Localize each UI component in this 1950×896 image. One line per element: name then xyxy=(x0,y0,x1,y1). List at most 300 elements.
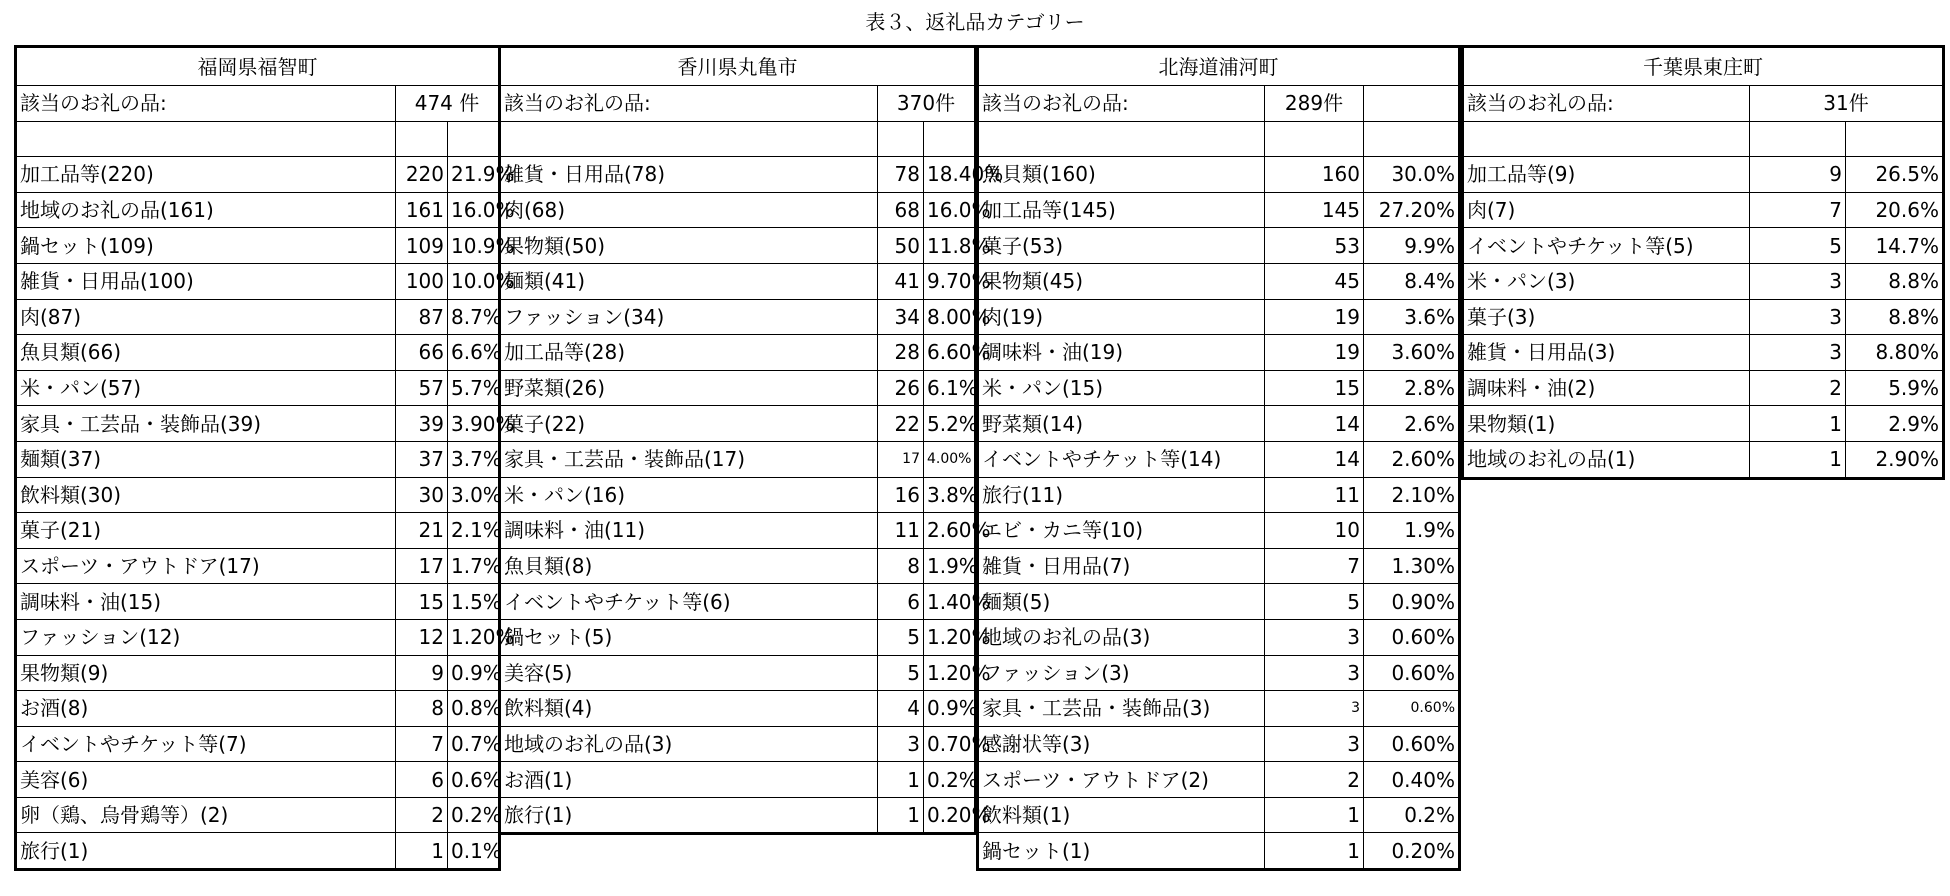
percent-cell: 0.9% xyxy=(924,691,976,727)
category-cell: 加工品等(145) xyxy=(978,192,1265,228)
percent-cell: 9.70% xyxy=(924,263,976,299)
empty-cell xyxy=(1846,121,1944,157)
table-row xyxy=(978,263,1460,299)
table-row xyxy=(978,797,1460,833)
table-row xyxy=(1463,335,1944,371)
percent-cell: 2.90% xyxy=(1846,441,1944,478)
table-row xyxy=(16,762,500,798)
table-row xyxy=(16,513,500,549)
table-row xyxy=(16,655,500,691)
count-cell: 37 xyxy=(396,441,448,477)
category-cell: スポーツ・アウトドア(17) xyxy=(16,548,396,584)
count-cell: 22 xyxy=(878,406,924,442)
percent-cell: 2.1% xyxy=(448,513,500,549)
percent-cell: 1.40% xyxy=(924,584,976,620)
count-cell: 1 xyxy=(396,833,448,870)
percent-cell: 18.40% xyxy=(924,157,976,193)
count-cell: 5 xyxy=(878,655,924,691)
percent-cell: 8.80% xyxy=(1846,335,1944,371)
count-cell: 7 xyxy=(396,726,448,762)
percent-cell: 11.8% xyxy=(924,228,976,264)
count-cell: 2 xyxy=(1265,762,1364,798)
count-cell: 15 xyxy=(1265,370,1364,406)
count-cell: 145 xyxy=(1265,192,1364,228)
percent-cell: 1.7% xyxy=(448,548,500,584)
empty-cell xyxy=(924,121,976,157)
category-cell: 鍋セット(5) xyxy=(500,619,878,655)
percent-cell: 3.8% xyxy=(924,477,976,513)
table-row xyxy=(16,619,500,655)
table-row xyxy=(1463,263,1944,299)
category-cell: スポーツ・アウトドア(2) xyxy=(978,762,1265,798)
category-cell: 美容(5) xyxy=(500,655,878,691)
category-cell: ファッション(12) xyxy=(16,619,396,655)
table-row xyxy=(16,157,500,193)
count-cell: 14 xyxy=(1265,441,1364,477)
category-cell: 菓子(21) xyxy=(16,513,396,549)
category-cell: 果物類(45) xyxy=(978,263,1265,299)
empty-cell xyxy=(448,121,500,157)
category-cell: エビ・カニ等(10) xyxy=(978,513,1265,549)
percent-cell: 14.7% xyxy=(1846,228,1944,264)
category-cell: 野菜類(14) xyxy=(978,406,1265,442)
table-row xyxy=(500,477,976,513)
category-cell: 米・パン(15) xyxy=(978,370,1265,406)
count-cell: 57 xyxy=(396,370,448,406)
count-cell: 14 xyxy=(1265,406,1364,442)
percent-cell: 1.20% xyxy=(448,619,500,655)
table-row xyxy=(1463,157,1944,193)
percent-cell: 27.20% xyxy=(1364,192,1460,228)
count-label: 該当のお礼の品: xyxy=(16,86,396,122)
count-cell: 5 xyxy=(1750,228,1846,264)
table-row xyxy=(16,477,500,513)
count-cell: 11 xyxy=(1265,477,1364,513)
empty-cell xyxy=(1265,121,1364,157)
percent-cell: 1.9% xyxy=(924,548,976,584)
category-cell: 家具・工芸品・装飾品(39) xyxy=(16,406,396,442)
category-cell: 旅行(1) xyxy=(500,797,878,834)
count-cell: 45 xyxy=(1265,263,1364,299)
table-row xyxy=(500,299,976,335)
category-cell: 魚貝類(160) xyxy=(978,157,1265,193)
count-cell: 7 xyxy=(1265,548,1364,584)
percent-cell: 1.30% xyxy=(1364,548,1460,584)
category-cell: 調味料・油(19) xyxy=(978,335,1265,371)
percent-cell: 9.9% xyxy=(1364,228,1460,264)
category-cell: 野菜類(26) xyxy=(500,370,878,406)
count-cell: 30 xyxy=(396,477,448,513)
category-cell: イベントやチケット等(6) xyxy=(500,584,878,620)
percent-cell: 0.20% xyxy=(1364,833,1460,870)
empty-cell xyxy=(16,121,396,157)
count-label: 該当のお礼の品: xyxy=(978,86,1265,122)
percent-cell: 0.60% xyxy=(1364,655,1460,691)
percent-cell: 0.60% xyxy=(1364,691,1460,727)
category-cell: 雑貨・日用品(3) xyxy=(1463,335,1750,371)
item-count: 474 件 xyxy=(396,86,500,122)
count-cell: 68 xyxy=(878,192,924,228)
category-cell: 家具・工芸品・装飾品(3) xyxy=(978,691,1265,727)
empty-cell xyxy=(1364,86,1460,122)
region-table-fukuoka xyxy=(14,45,515,871)
percent-cell: 3.60% xyxy=(1364,335,1460,371)
category-cell: ファッション(34) xyxy=(500,299,878,335)
table-row xyxy=(978,406,1460,442)
category-cell: 肉(19) xyxy=(978,299,1265,335)
count-cell: 1 xyxy=(1265,797,1364,833)
table-row xyxy=(16,441,500,477)
percent-cell: 0.2% xyxy=(924,762,976,798)
count-cell: 3 xyxy=(1265,691,1364,727)
table-row xyxy=(978,548,1460,584)
region-name: 香川県丸亀市 xyxy=(500,47,976,86)
percent-cell: 0.6% xyxy=(448,762,500,798)
percent-cell: 0.20% xyxy=(924,797,976,834)
table-row xyxy=(1463,192,1944,228)
percent-cell: 2.60% xyxy=(1364,441,1460,477)
category-cell: お酒(8) xyxy=(16,691,396,727)
category-cell: 鍋セット(1) xyxy=(978,833,1265,870)
category-cell: 地域のお礼の品(3) xyxy=(500,726,878,762)
table-row xyxy=(978,441,1460,477)
percent-cell: 2.8% xyxy=(1364,370,1460,406)
category-cell: 飲料類(1) xyxy=(978,797,1265,833)
count-cell: 220 xyxy=(396,157,448,193)
table-row xyxy=(16,263,500,299)
table-row xyxy=(978,584,1460,620)
count-cell: 1 xyxy=(1750,441,1846,478)
percent-cell: 6.6% xyxy=(448,335,500,371)
category-cell: ファッション(3) xyxy=(978,655,1265,691)
table-row xyxy=(978,477,1460,513)
empty-cell xyxy=(1364,121,1460,157)
count-cell: 3 xyxy=(1750,335,1846,371)
percent-cell: 3.90% xyxy=(448,406,500,442)
table-row xyxy=(16,192,500,228)
table-row xyxy=(978,299,1460,335)
category-cell: 菓子(53) xyxy=(978,228,1265,264)
category-cell: 地域のお礼の品(1) xyxy=(1463,441,1750,478)
table-row xyxy=(1463,299,1944,335)
count-cell: 87 xyxy=(396,299,448,335)
category-cell: 麺類(41) xyxy=(500,263,878,299)
table-row xyxy=(978,157,1460,193)
category-cell: イベントやチケット等(7) xyxy=(16,726,396,762)
count-cell: 5 xyxy=(1265,584,1364,620)
table-row xyxy=(16,691,500,727)
category-cell: 肉(68) xyxy=(500,192,878,228)
percent-cell: 2.9% xyxy=(1846,406,1944,442)
percent-cell: 0.7% xyxy=(448,726,500,762)
region-name: 福岡県福智町 xyxy=(16,47,500,86)
percent-cell: 6.1% xyxy=(924,370,976,406)
category-cell: 魚貝類(66) xyxy=(16,335,396,371)
table-row xyxy=(16,299,500,335)
category-cell: 果物類(9) xyxy=(16,655,396,691)
percent-cell: 8.7% xyxy=(448,299,500,335)
percent-cell: 30.0% xyxy=(1364,157,1460,193)
percent-cell: 0.2% xyxy=(1364,797,1460,833)
count-cell: 8 xyxy=(878,548,924,584)
percent-cell: 0.9% xyxy=(448,655,500,691)
percent-cell: 3.6% xyxy=(1364,299,1460,335)
table-row xyxy=(500,548,976,584)
count-cell: 39 xyxy=(396,406,448,442)
table-row xyxy=(978,370,1460,406)
table-row xyxy=(16,797,500,833)
table-row xyxy=(978,655,1460,691)
count-cell: 12 xyxy=(396,619,448,655)
empty-cell xyxy=(878,121,924,157)
category-cell: 肉(87) xyxy=(16,299,396,335)
empty-cell xyxy=(500,121,878,157)
table-row xyxy=(500,584,976,620)
item-count: 370件 xyxy=(878,86,976,122)
percent-cell: 8.4% xyxy=(1364,263,1460,299)
percent-cell: 8.00% xyxy=(924,299,976,335)
count-cell: 3 xyxy=(1750,263,1846,299)
percent-cell: 1.9% xyxy=(1364,513,1460,549)
count-cell: 19 xyxy=(1265,299,1364,335)
percent-cell: 1.20% xyxy=(924,655,976,691)
category-cell: 地域のお礼の品(3) xyxy=(978,619,1265,655)
table-row xyxy=(500,406,976,442)
count-cell: 3 xyxy=(1265,619,1364,655)
table-row xyxy=(16,370,500,406)
table-row xyxy=(500,726,976,762)
count-cell: 17 xyxy=(396,548,448,584)
count-cell: 161 xyxy=(396,192,448,228)
category-cell: 調味料・油(11) xyxy=(500,513,878,549)
percent-cell: 10.9% xyxy=(448,228,500,264)
category-cell: 鍋セット(109) xyxy=(16,228,396,264)
table-row xyxy=(16,584,500,620)
category-cell: 米・パン(3) xyxy=(1463,263,1750,299)
percent-cell: 0.40% xyxy=(1364,762,1460,798)
category-cell: イベントやチケット等(14) xyxy=(978,441,1265,477)
table-row xyxy=(500,762,976,798)
category-cell: 米・パン(57) xyxy=(16,370,396,406)
table-row xyxy=(500,513,976,549)
category-cell: イベントやチケット等(5) xyxy=(1463,228,1750,264)
category-cell: 調味料・油(15) xyxy=(16,584,396,620)
count-cell: 5 xyxy=(878,619,924,655)
category-cell: 雑貨・日用品(78) xyxy=(500,157,878,193)
region-table-chiba xyxy=(1461,45,1945,480)
percent-cell: 0.60% xyxy=(1364,726,1460,762)
category-cell: 菓子(3) xyxy=(1463,299,1750,335)
table-row xyxy=(16,548,500,584)
table-caption: 表３、返礼品カテゴリー xyxy=(865,10,1085,34)
table-row xyxy=(978,513,1460,549)
category-cell: 調味料・油(2) xyxy=(1463,370,1750,406)
count-cell: 19 xyxy=(1265,335,1364,371)
table-row xyxy=(500,157,976,193)
percent-cell: 2.10% xyxy=(1364,477,1460,513)
count-cell: 8 xyxy=(396,691,448,727)
count-cell: 2 xyxy=(396,797,448,833)
table-row xyxy=(500,228,976,264)
count-cell: 11 xyxy=(878,513,924,549)
item-count: 289件 xyxy=(1265,86,1364,122)
percent-cell: 2.60% xyxy=(924,513,976,549)
category-cell: 麺類(5) xyxy=(978,584,1265,620)
region-table-kagawa xyxy=(498,45,1004,835)
table-row xyxy=(16,335,500,371)
percent-cell: 3.0% xyxy=(448,477,500,513)
category-cell: 地域のお礼の品(161) xyxy=(16,192,396,228)
percent-cell: 5.9% xyxy=(1846,370,1944,406)
table-row xyxy=(16,833,500,870)
percent-cell: 5.7% xyxy=(448,370,500,406)
count-cell: 109 xyxy=(396,228,448,264)
count-cell: 1 xyxy=(1750,406,1846,442)
count-cell: 7 xyxy=(1750,192,1846,228)
category-cell: 旅行(1) xyxy=(16,833,396,870)
count-cell: 6 xyxy=(396,762,448,798)
table-row xyxy=(978,335,1460,371)
table-row xyxy=(978,228,1460,264)
percent-cell: 6.60% xyxy=(924,335,976,371)
table-row xyxy=(500,335,976,371)
table-row xyxy=(1463,228,1944,264)
category-cell: 米・パン(16) xyxy=(500,477,878,513)
percent-cell: 21.9% xyxy=(448,157,500,193)
percent-cell: 0.70% xyxy=(924,726,976,762)
count-cell: 4 xyxy=(878,691,924,727)
count-cell: 50 xyxy=(878,228,924,264)
category-cell: 卵（鶏、烏骨鶏等）(2) xyxy=(16,797,396,833)
count-cell: 1 xyxy=(878,797,924,834)
count-cell: 16 xyxy=(878,477,924,513)
region-name: 千葉県東庄町 xyxy=(1463,47,1944,86)
count-label: 該当のお礼の品: xyxy=(500,86,878,122)
table-row xyxy=(1463,406,1944,442)
category-cell: 飲料類(30) xyxy=(16,477,396,513)
percent-cell: 3.7% xyxy=(448,441,500,477)
table-row xyxy=(16,406,500,442)
category-cell: 加工品等(220) xyxy=(16,157,396,193)
percent-cell: 10.0% xyxy=(448,263,500,299)
count-cell: 28 xyxy=(878,335,924,371)
table-row xyxy=(500,619,976,655)
category-cell: 雑貨・日用品(7) xyxy=(978,548,1265,584)
count-cell: 160 xyxy=(1265,157,1364,193)
percent-cell: 4.00% xyxy=(924,441,976,477)
empty-cell xyxy=(978,121,1265,157)
percent-cell: 0.8% xyxy=(448,691,500,727)
category-cell: 加工品等(9) xyxy=(1463,157,1750,193)
percent-cell: 26.5% xyxy=(1846,157,1944,193)
category-cell: 旅行(11) xyxy=(978,477,1265,513)
percent-cell: 2.6% xyxy=(1364,406,1460,442)
count-cell: 21 xyxy=(396,513,448,549)
count-cell: 6 xyxy=(878,584,924,620)
category-cell: 肉(7) xyxy=(1463,192,1750,228)
count-cell: 3 xyxy=(1265,726,1364,762)
category-cell: 雑貨・日用品(100) xyxy=(16,263,396,299)
percent-cell: 1.5% xyxy=(448,584,500,620)
count-cell: 1 xyxy=(878,762,924,798)
count-cell: 15 xyxy=(396,584,448,620)
count-cell: 53 xyxy=(1265,228,1364,264)
category-cell: 菓子(22) xyxy=(500,406,878,442)
percent-cell: 16.0% xyxy=(448,192,500,228)
percent-cell: 0.90% xyxy=(1364,584,1460,620)
empty-cell xyxy=(1463,121,1750,157)
table-row xyxy=(500,691,976,727)
count-cell: 41 xyxy=(878,263,924,299)
percent-cell: 0.2% xyxy=(448,797,500,833)
count-cell: 10 xyxy=(1265,513,1364,549)
table-row xyxy=(500,655,976,691)
percent-cell: 8.8% xyxy=(1846,263,1944,299)
count-cell: 9 xyxy=(396,655,448,691)
count-label: 該当のお礼の品: xyxy=(1463,86,1750,122)
category-cell: お酒(1) xyxy=(500,762,878,798)
category-cell: 加工品等(28) xyxy=(500,335,878,371)
table-row xyxy=(500,797,976,834)
percent-cell: 5.2% xyxy=(924,406,976,442)
table-row xyxy=(1463,441,1944,478)
percent-cell: 16.0% xyxy=(924,192,976,228)
table-row xyxy=(500,192,976,228)
table-row xyxy=(500,441,976,477)
region-table-hokkaido xyxy=(976,45,1461,871)
count-cell: 1 xyxy=(1265,833,1364,870)
count-cell: 3 xyxy=(1265,655,1364,691)
item-count: 31件 xyxy=(1750,86,1944,122)
table-row xyxy=(978,691,1460,727)
table-row xyxy=(978,762,1460,798)
table-row xyxy=(978,192,1460,228)
table-row xyxy=(978,619,1460,655)
empty-cell xyxy=(1750,121,1846,157)
table-row xyxy=(1463,370,1944,406)
region-name: 北海道浦河町 xyxy=(978,47,1460,86)
count-cell: 26 xyxy=(878,370,924,406)
count-cell: 78 xyxy=(878,157,924,193)
empty-cell xyxy=(396,121,448,157)
table-row xyxy=(500,263,976,299)
table-row xyxy=(500,370,976,406)
count-cell: 100 xyxy=(396,263,448,299)
category-cell: 感謝状等(3) xyxy=(978,726,1265,762)
count-cell: 17 xyxy=(878,441,924,477)
count-cell: 3 xyxy=(878,726,924,762)
category-cell: 家具・工芸品・装飾品(17) xyxy=(500,441,878,477)
percent-cell: 20.6% xyxy=(1846,192,1944,228)
category-cell: 麺類(37) xyxy=(16,441,396,477)
percent-cell: 1.20% xyxy=(924,619,976,655)
percent-cell: 0.60% xyxy=(1364,619,1460,655)
table-row xyxy=(978,726,1460,762)
category-cell: 果物類(50) xyxy=(500,228,878,264)
table-row xyxy=(978,833,1460,870)
count-cell: 3 xyxy=(1750,299,1846,335)
table-row xyxy=(16,228,500,264)
count-cell: 9 xyxy=(1750,157,1846,193)
table-row xyxy=(16,726,500,762)
category-cell: 飲料類(4) xyxy=(500,691,878,727)
count-cell: 34 xyxy=(878,299,924,335)
category-cell: 魚貝類(8) xyxy=(500,548,878,584)
category-cell: 果物類(1) xyxy=(1463,406,1750,442)
percent-cell: 8.8% xyxy=(1846,299,1944,335)
percent-cell: 0.1% xyxy=(448,833,500,870)
count-cell: 66 xyxy=(396,335,448,371)
